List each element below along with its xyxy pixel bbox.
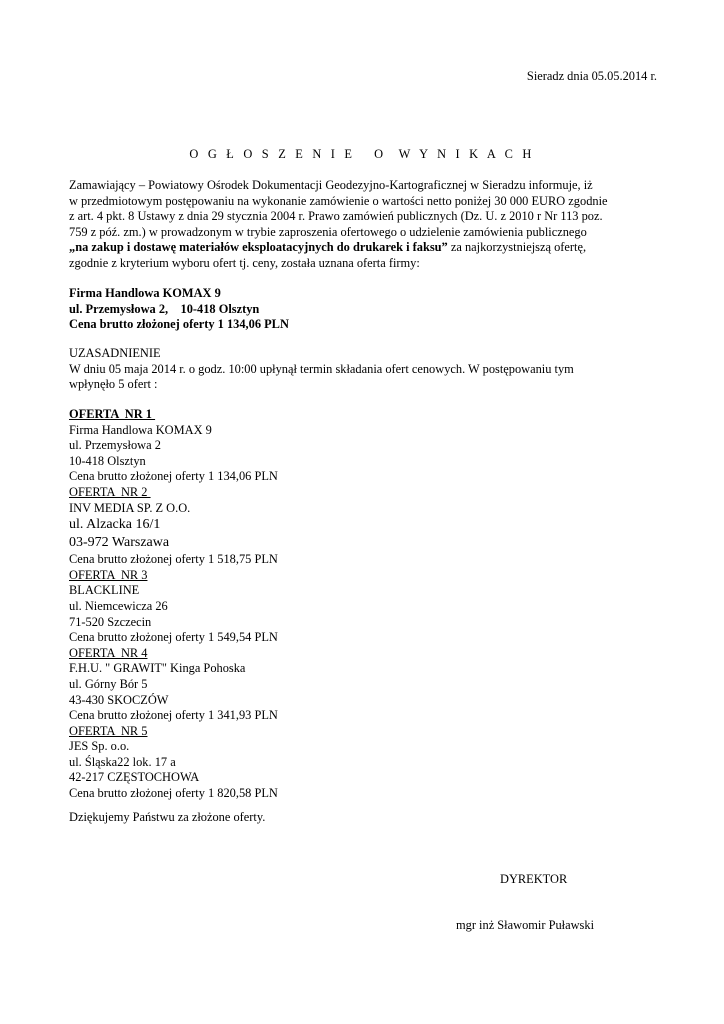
intro-line: zgodnie z kryterium wyboru ofert tj. ceny, została uznana oferta firmy: (69, 255, 420, 270)
offer-price: Cena brutto złożonej oferty 1 549,54 PLN (69, 630, 278, 645)
justification-line: W dniu 05 maja 2014 r. o godz. 10:00 upłynął termin składania ofert cenowych. W postępowaniu tym (69, 361, 574, 376)
offer-item (69, 646, 669, 724)
offer-price: Cena brutto złożonej oferty 1 341,93 PLN (69, 708, 278, 723)
intro-line: 759 z póź. zm.) w prowadzonym w trybie zaproszenia ofertowego o udzielenie zamówienia publicznego (69, 224, 587, 239)
offer-label: OFERTA NR 5 (69, 723, 148, 738)
closing-text: Dziękujemy Państwu za złożone oferty. (69, 810, 266, 824)
offer-name: JES Sp. o.o. (69, 739, 130, 754)
winner-price: Cena brutto złożonej oferty 1 134,06 PLN (69, 317, 289, 332)
intro-paragraph (69, 178, 669, 272)
offer-item (69, 568, 669, 646)
offer-street: ul. Przemysłowa 2 (69, 438, 161, 453)
offer-name: F.H.U. " GRAWIT" Kinga Pohoska (69, 661, 246, 676)
order-subject: „na zakup i dostawę materiałów eksploatacyjnych do drukarek i faksu” (69, 240, 448, 255)
winner-address: ul. Przemysłowa 2, 10-418 Olsztyn (69, 301, 260, 316)
winner-block (69, 286, 669, 333)
offer-label: OFERTA NR 4 (69, 645, 148, 660)
offer-item (69, 407, 669, 485)
signature-role: DYREKTOR (500, 872, 568, 886)
offer-item (69, 724, 669, 802)
intro-line: Zamawiający – Powiatowy Ośrodek Dokumentacji Geodezyjno-Kartograficznej w Sieradzu informuje, iż (69, 178, 593, 192)
offer-price: Cena brutto złożonej oferty 1 518,75 PLN (69, 552, 278, 567)
intro-line: z art. 4 pkt. 8 Ustawy z dnia 29 stycznia 2004 r. Prawo zamówień publicznych (Dz. U. z 2010 r Nr 113 poz. (69, 209, 603, 224)
offer-item (69, 485, 669, 568)
winner-name: Firma Handlowa KOMAX 9 (69, 286, 221, 300)
offer-street: ul. Śląska22 lok. 17 a (69, 754, 176, 769)
signature-name: mgr inż Sławomir Puławski (456, 918, 595, 932)
offers-list (69, 407, 669, 802)
intro-line: w przedmiotowym postępowaniu na wykonanie zamówienie o wartości netto poniżej 30 000 EURO zgodnie (69, 193, 608, 208)
document-date: Sieradz dnia 05.05.2014 r. (526, 69, 657, 83)
justification-heading: UZASADNIENIE (69, 346, 161, 360)
offer-name: INV MEDIA SP. Z O.O. (69, 500, 191, 515)
intro-line (69, 240, 669, 256)
offer-label: OFERTA NR 2 (69, 484, 151, 499)
intro-line-rest: za najkorzystniejszą ofertę, (447, 240, 587, 255)
justification-block (69, 346, 669, 393)
page-title: O G Ł O S Z E N I E O W Y N I K A C H (189, 147, 535, 161)
offer-label: OFERTA NR 3 (69, 567, 148, 582)
offer-city: 10-418 Olsztyn (69, 453, 146, 468)
offer-price: Cena brutto złożonej oferty 1 134,06 PLN (69, 469, 278, 484)
offer-name: BLACKLINE (69, 583, 140, 598)
offer-label: OFERTA NR 1 (69, 407, 156, 421)
offer-city: 42-217 CZĘSTOCHOWA (69, 770, 200, 785)
offer-street: ul. Alzacka 16/1 (69, 517, 161, 533)
offer-street: ul. Niemcewicza 26 (69, 598, 168, 613)
offer-street: ul. Górny Bór 5 (69, 676, 148, 691)
offer-name: Firma Handlowa KOMAX 9 (69, 422, 212, 437)
justification-line: wpłynęło 5 ofert : (69, 377, 158, 392)
offer-city: 43-430 SKOCZÓW (69, 692, 169, 707)
offer-price: Cena brutto złożonej oferty 1 820,58 PLN (69, 786, 278, 801)
offer-city: 03-972 Warszawa (69, 535, 170, 551)
offer-city: 71-520 Szczecin (69, 614, 152, 629)
